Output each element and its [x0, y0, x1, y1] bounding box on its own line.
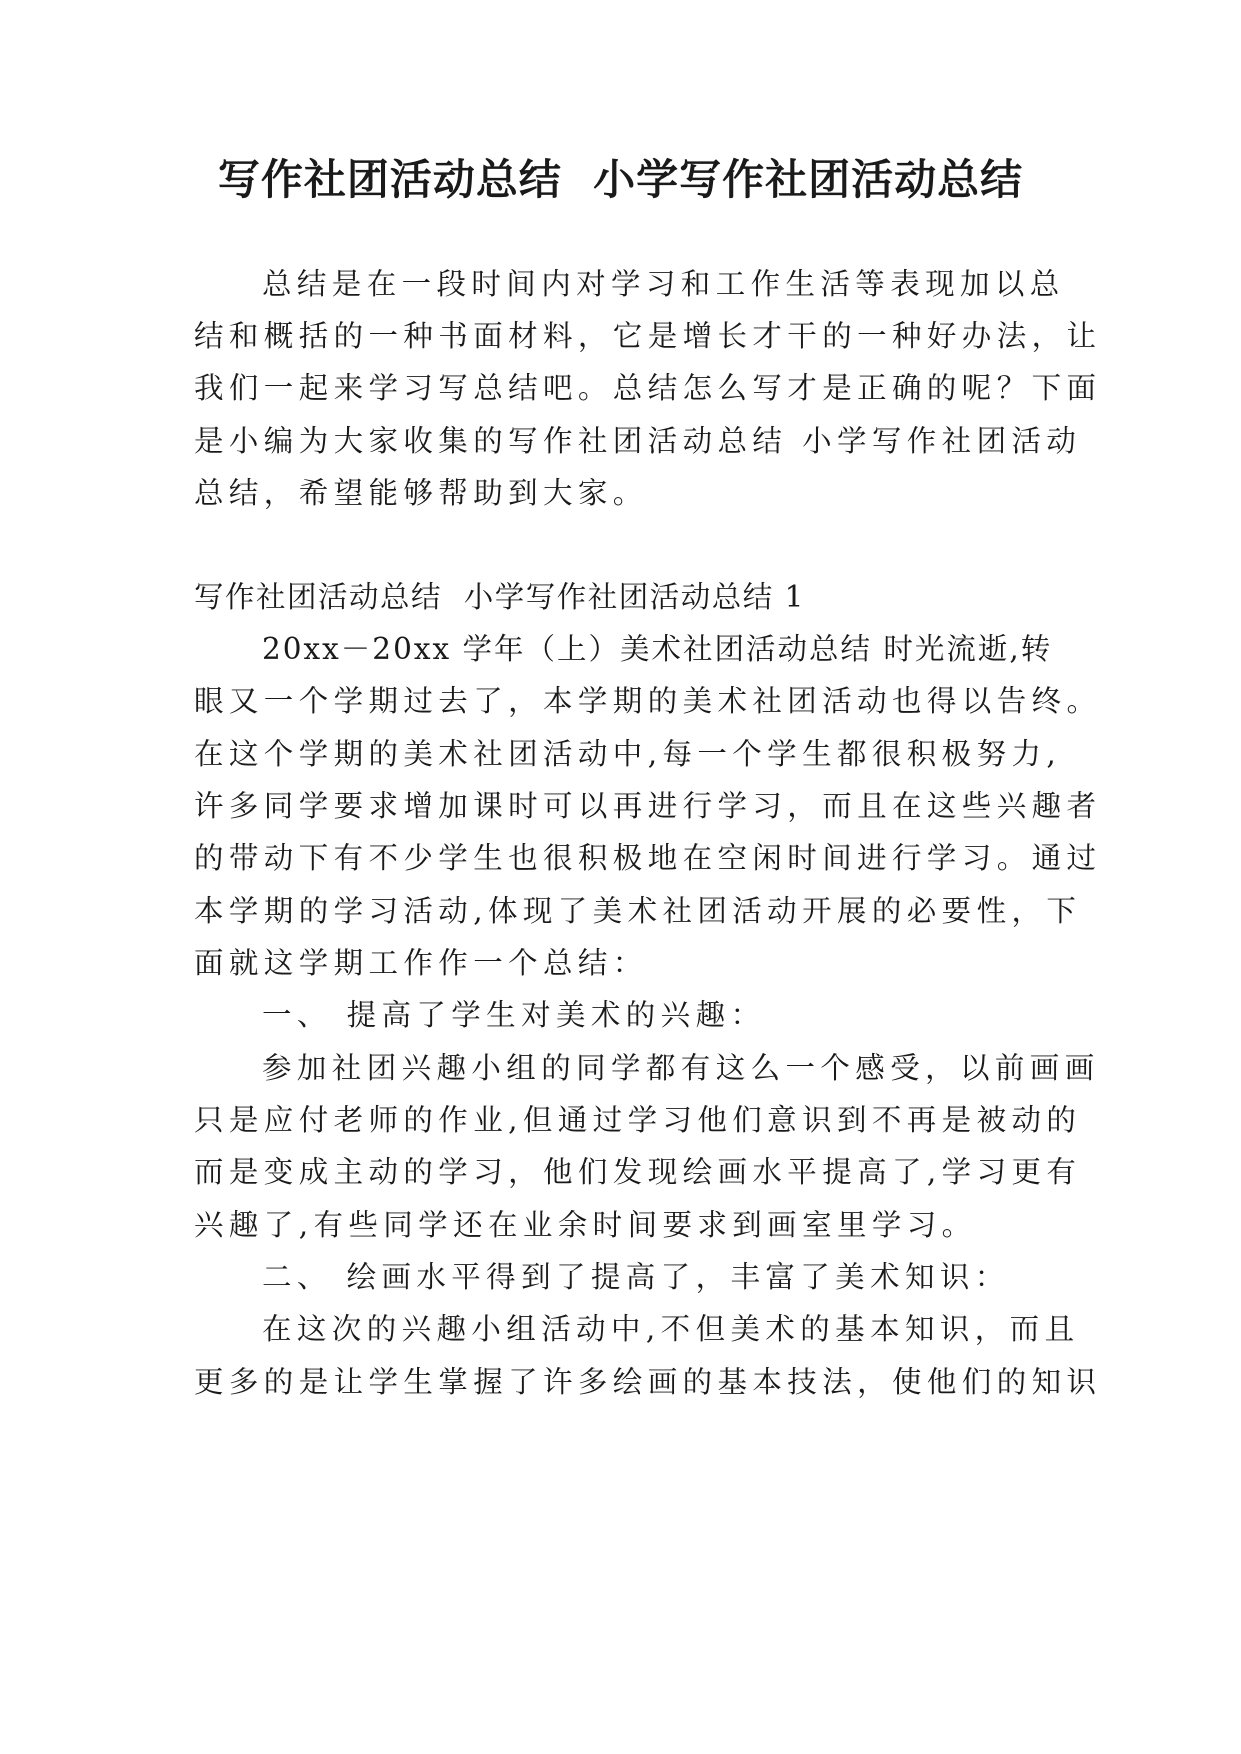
intro-line: 是小编为大家收集的写作社团活动总结 小学写作社团活动 [194, 424, 1082, 458]
subheading-2: 二、 绘画水平得到了提高了，丰富了美术知识： [262, 1260, 1010, 1294]
body-line: 兴趣了,有些同学还在业余时间要求到画室里学习。 [194, 1208, 977, 1242]
body-line: 参加社团兴趣小组的同学都有这么一个感受，以前画画 [262, 1051, 1100, 1085]
document-title: 写作社团活动总结 小学写作社团活动总结 [217, 155, 1024, 204]
subheading-1: 一、 提高了学生对美术的兴趣： [262, 998, 766, 1032]
body-line: 本学期的学习活动,体现了美术社团活动开展的必要性，下 [194, 894, 1082, 928]
body-line: 在这个学期的美术社团活动中,每一个学生都很积极努力, [194, 737, 1062, 771]
intro-line: 总结，希望能够帮助到大家。 [194, 476, 648, 510]
intro-line: 我们一起来学习写总结吧。总结怎么写才是正确的呢？下面 [194, 371, 1102, 405]
body-line: 的带动下有不少学生也很积极地在空闲时间进行学习。通过 [194, 841, 1102, 875]
section-heading: 写作社团活动总结 小学写作社团活动总结 1 [194, 580, 805, 614]
body-line: 而是变成主动的学习，他们发现绘画水平提高了,学习更有 [194, 1155, 1082, 1189]
body-line: 只是应付老师的作业,但通过学习他们意识到不再是被动的 [194, 1103, 1082, 1137]
body-line: 眼又一个学期过去了，本学期的美术社团活动也得以告终。 [194, 684, 1102, 718]
intro-line: 总结是在一段时间内对学习和工作生活等表现加以总 [262, 267, 1065, 301]
body-line: 许多同学要求增加课时可以再进行学习，而且在这些兴趣者 [194, 789, 1102, 823]
body-line: 面就这学期工作作一个总结： [194, 946, 648, 980]
body-line: 在这次的兴趣小组活动中,不但美术的基本知识，而且 [262, 1312, 1080, 1346]
intro-line: 结和概括的一种书面材料，它是增长才干的一种好办法，让 [194, 319, 1102, 353]
body-line: 20xx－20xx 学年（上）美术社团活动总结 时光流逝,转 [262, 632, 1053, 666]
body-line: 更多的是让学生掌握了许多绘画的基本技法，使他们的知识 [194, 1365, 1102, 1399]
